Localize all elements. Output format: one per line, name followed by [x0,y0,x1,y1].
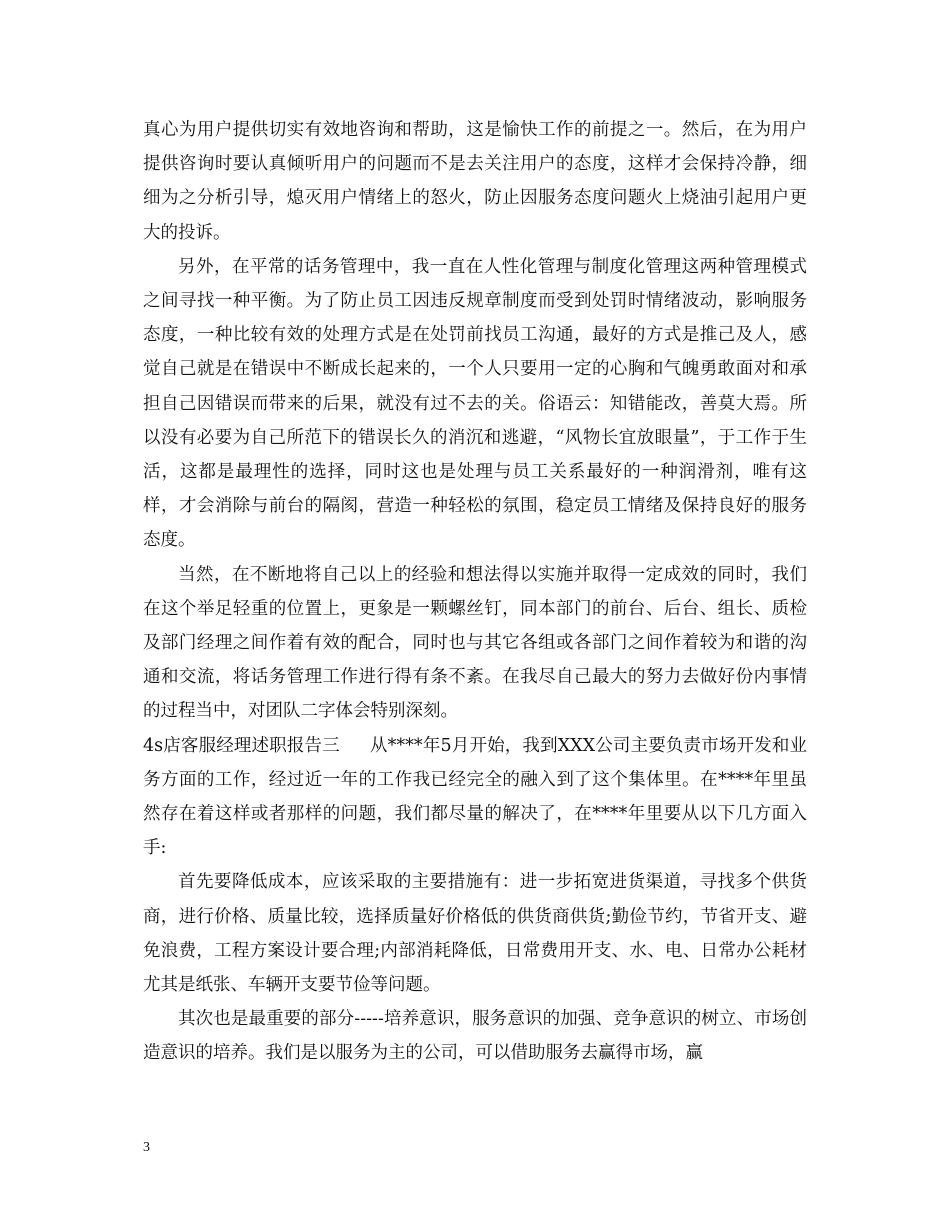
page-number: 3 [143,1140,150,1155]
paragraph-2: 另外，在平常的话务管理中，我一直在人性化管理与制度化管理这两种管理模式之间寻找一种平衡。为了防止员工因违反规章制度而受到处罚时情绪波动，影响服务态度，一种比较有效的处理方式是在处罚前找员工沟通，最好的方式是推己及人，感觉自己就是在错误中不断成长起来的，一个人只要用一定的心胸和气魄勇敢面对和承担自己因错误而带来的后果，就没有过不去的关。俗语云：知错能改，善莫大焉。所以没有必要为自己所范下的错误长久的消沉和逃避，“风物长宜放眼量”，于工作于生活，这都是最理性的选择，同时这也是处理与员工关系最好的一种润滑剂，唯有这样，才会消除与前台的隔阂，营造一种轻松的氛围，稳定员工情绪及保持良好的服务态度。 [143,256,807,551]
paragraph-5: 首先要降低成本，应该采取的主要措施有：进一步拓宽进货渠道，寻找多个供货商，进行价格、质量比较，选择质量好价格低的供货商供货;勤俭节约，节省开支、避免浪费，工程方案设计要合理;内部消耗降低，日常费用开支、水、电、日常办公耗材尤其是纸张、车辆开支要节俭等问题。 [143,872,807,996]
paragraph-6: 其次也是最重要的部分-----培养意识，服务意识的加强、竞争意识的树立、市场创造意识的培养。我们是以服务为主的公司，可以借助服务去赢得市场，赢 [143,1009,807,1064]
section-title: 4s店客服经理述职报告三 [143,735,340,756]
document-body [143,113,807,1071]
paragraph-1: 真心为用户提供切实有效地咨询和帮助，这是愉快工作的前提之一。然后，在为用户提供咨询时要认真倾听用户的问题而不是去关注用户的态度，这样才会保持冷静，细细为之分析引导，熄灭用户情绪上的怒火，防止因服务态度问题火上烧油引起用户更大的投诉。 [143,120,807,243]
section-paragraph [143,729,807,866]
paragraph-3: 当然，在不断地将自己以上的经验和想法得以实施并取得一定成效的同时，我们在这个举足轻重的位置上，更象是一颗螺丝钉，同本部门的前台、后台、组长、质检及部门经理之间作着有效的配合，同时也与其它各组或各部门之间作着较为和谐的沟通和交流，将话务管理工作进行得有条不紊。在我尽自己最大的努力去做好份内事情的过程当中，对团队二字体会特别深刻。 [143,564,807,722]
section-text: 从****年5月开始，我到XXX公司主要负责市场开发和业务方面的工作，经过近一年的工作我已经完全的融入到了这个集体里。在****年里虽然存在着这样或者那样的问题，我们都尽量的解决了，在****年里要从以下几方面入手: [143,735,807,859]
